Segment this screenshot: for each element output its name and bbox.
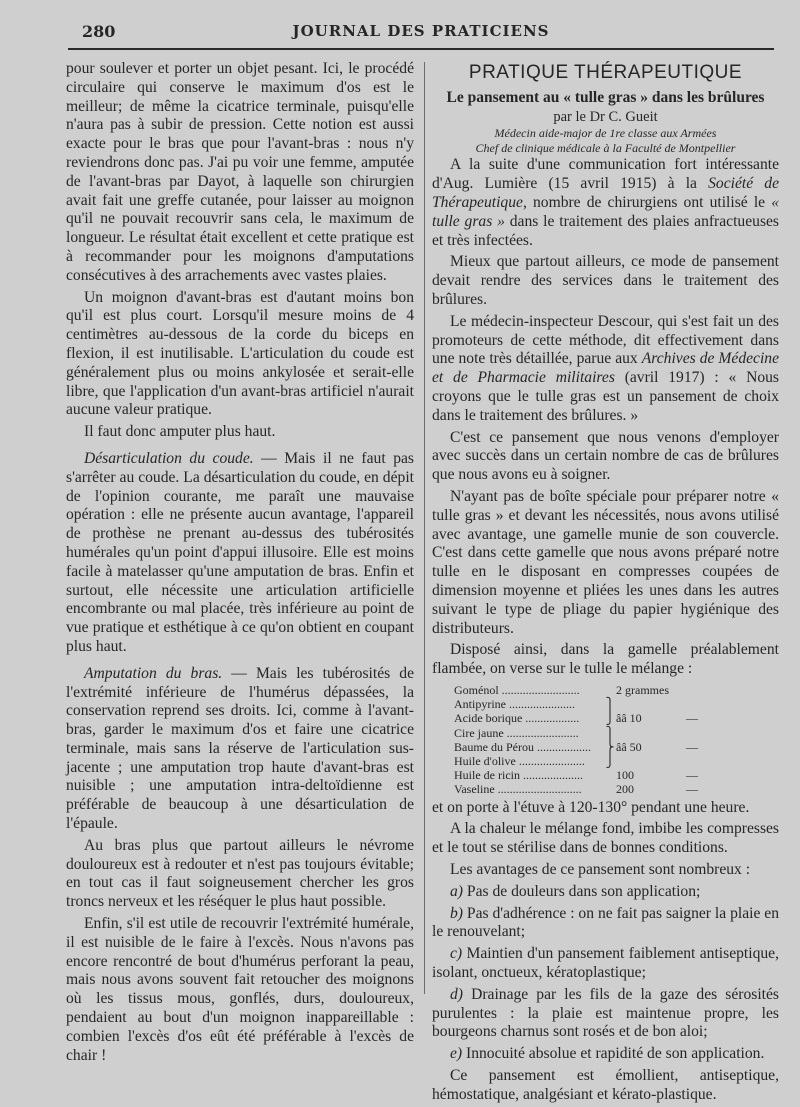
item-letter: c): [450, 945, 463, 963]
text-run: A la suite d'une communication fort intéressante d'Aug. Lumière (15 avril 1915) à la: [432, 156, 779, 193]
item-letter: d): [450, 985, 463, 1003]
ingredient-quantity: 200: [616, 782, 634, 797]
advantage-item: [432, 883, 779, 902]
paragraph: [432, 156, 779, 250]
brace: ⎭: [605, 753, 615, 768]
right-column: [432, 60, 779, 1107]
brace: ⎬: [605, 739, 615, 754]
recipe-row: [432, 782, 779, 796]
ingredient-name: Goménol ..........................: [454, 682, 580, 697]
brace: [604, 683, 616, 697]
unit-dash: —: [686, 768, 698, 783]
ingredient-quantity: [616, 697, 686, 711]
item-text: Drainage par les fils de la gaze des sérosités purulentes : la plaie est maintenue propre, les bourgeons charnus sont rosés et de bon aloi;: [432, 985, 779, 1041]
text-run: dans le traitement des plaies anfractueuses et très infectées.: [432, 212, 779, 249]
ingredient-name: Huile de ricin ....................: [454, 768, 583, 783]
item-letter: a): [450, 882, 463, 900]
ingredient-name: Huile d'olive ......................: [454, 753, 585, 768]
unit-dash: —: [686, 782, 698, 797]
advantage-item: [432, 1045, 779, 1064]
brace: ⎫: [605, 697, 615, 712]
article-author: par le Dr C. Gueit: [553, 108, 658, 125]
column-divider: [424, 62, 425, 994]
ingredient-name: Baume du Pérou ..................: [454, 739, 591, 754]
paragraph: Enfin, s'il est utile de recouvrir l'extrémité humérale, il est nuisible de le faire à l'excès. Nous n'avons pas encore rencontré de bout d'humérus perforant la peau, mais nous avons souvent fait retoucher des moignons où les tissus mous, gonflés, durs, douloureux, pendaient au bout d'un moignon inappareillable : combien l'excès d'os eût été préférable à l'excès de chair !: [66, 915, 414, 1064]
recipe-row: [432, 740, 779, 754]
author-role: Médecin aide-major de 1re classe aux Armées: [494, 126, 717, 141]
recipe-table: [432, 683, 779, 797]
ingredient-quantity: ââ 10: [616, 711, 642, 726]
page-number: 280: [82, 22, 116, 41]
ingredient-name: Cire jaune ........................: [454, 725, 579, 740]
recipe-row: [432, 683, 779, 697]
subsection-paragraph: [66, 665, 414, 834]
ingredient-quantity: ââ 50: [616, 739, 642, 754]
unit-dash: —: [686, 711, 698, 726]
text-run: (avril 1917) : « Nous croyons que le tulle gras est un pansement de choix dans le traitement des brûlures. »: [432, 369, 779, 424]
item-letter: b): [450, 904, 463, 922]
section-title: PRATIQUE THÉRAPEUTIQUE: [468, 62, 743, 83]
paragraph: N'ayant pas de boîte spéciale pour préparer notre « tulle gras » et devant les nécessités, nous avons utilisé avec avantage, une gamelle munie de son couvercle. C'est dans cette gamelle que nous avons préparé notre tulle en le disposant en compresses coupées de dimension moyenne et pliées les unes dans les autres suivant le type de pliage du papier hygiénique des distributeurs.: [432, 487, 779, 637]
subsection-title: Amputation du bras.: [84, 664, 223, 682]
item-text: Pas d'adhérence : on ne fait pas saigner la plaie en le renouvelant;: [432, 904, 779, 941]
ingredient-quantity: [616, 726, 686, 740]
unit-dash: [686, 697, 716, 711]
unit-dash: —: [686, 739, 698, 754]
recipe-row: [432, 768, 779, 782]
item-text: Maintien d'un pansement faiblement antiseptique, isolant, onctueux, kératoplastique;: [432, 945, 779, 981]
paragraph: Il faut donc amputer plus haut.: [84, 423, 276, 441]
item-letter: e): [450, 1045, 463, 1063]
article-title: Le pansement au « tulle gras » dans les brûlures: [446, 88, 765, 106]
recipe-row: [432, 697, 779, 711]
brace: [604, 768, 616, 782]
subsection-text: — Mais il ne faut pas s'arrêter au coude. La désarticulation du coude, en dépit de l'opinion courante, me paraît une mauvaise opération : elle ne présente aucun avantage, l'appareil de prothèse ne prenant au-dessus des tubérosités humérales qu'un point d'appui illusoire. Elle est moins facile à matelasser qu'une amputation de bras. Enfin et surtout, elle nécessite une articulation artificielle encombrante ou mal placée, très inférieure au point de vue pratique et esthétique à ce qu'on obtient en coupant plus haut.: [66, 449, 414, 655]
paragraph: C'est ce pansement que nous venons d'employer avec succès dans un certain nombre de cas de brûlures que nous avons eu à soigner.: [432, 428, 779, 484]
advantage-item: [432, 905, 779, 943]
paragraph: Ce pansement est émollient, antiseptique, hémostatique, analgésiant et kérato-plastique.: [432, 1066, 779, 1103]
subsection-text: — Mais les tubérosités de l'extrémité inférieure de l'humérus dépassées, la conservation reprend ses droits. Ici, comme à l'avant-bras, garder le maximum d'os et faire une cicatrice terminale, mais sans la réserve de l'articulation sus-jacente ; une amputation trop haute d'avant-bras est nuisible ; une amputation intra-deltoïdienne est préférable de beaucoup à une désarticulation de l'épaule.: [66, 664, 414, 833]
brace: [604, 782, 616, 796]
paragraph: [432, 313, 779, 426]
subsection-title: Désarticulation du coude.: [84, 449, 254, 467]
ingredient-quantity: 100: [616, 768, 634, 783]
unit-dash: [686, 754, 716, 768]
paragraph: et on porte à l'étuve à 120-130° pendant une heure.: [432, 798, 750, 816]
advantage-item: [432, 945, 779, 983]
paragraph: Disposé ainsi, dans la gamelle préalablement flambée, on verse sur le tulle le mélange :: [432, 641, 779, 678]
unit-dash: [686, 726, 716, 740]
recipe-row: [432, 726, 779, 740]
paragraph: A la chaleur le mélange fond, imbibe les compresses et le tout se stérilise dans de bonnes conditions.: [432, 820, 779, 857]
advantage-item: [432, 986, 779, 1042]
item-text: Pas de douleurs dans son application;: [463, 882, 701, 900]
text-run: , nombre de chirurgiens ont utilisé le: [522, 193, 772, 211]
paragraph: Au bras plus que partout ailleurs le névrome douloureux est à redouter et n'est pas toujours évitable; en tout cas il faut soigneusement chercher les gros troncs nerveux et les réséquer le plus haut possible.: [66, 836, 414, 911]
ingredient-name: Acide borique ..................: [454, 711, 580, 726]
paragraph: Les avantages de ce pansement sont nombreux :: [450, 860, 751, 878]
paragraph: Mieux que partout ailleurs, ce mode de pansement devait rendre des services dans le traitement des brûlures.: [432, 253, 779, 308]
brace: ⎭: [605, 711, 615, 726]
brace: ⎫: [605, 725, 615, 740]
journal-title: JOURNAL DES PRATICIENS: [292, 22, 550, 40]
ingredient-name: Vaseline ............................: [454, 782, 582, 797]
item-text: Innocuité absolue et rapidité de son application.: [462, 1045, 765, 1063]
ingredient-quantity: [616, 754, 686, 768]
recipe-row: [432, 754, 779, 768]
ingredient-name: Antipyrine ......................: [454, 697, 575, 712]
page-header: [68, 18, 774, 50]
recipe-row: [432, 711, 779, 725]
paragraph: pour soulever et porter un objet pesant. Ici, le procédé circulaire qui conserve le maximum d'os est le meilleur; de même la cicatrice terminale, puisqu'elle n'aura pas à subir de pression. Cette notion est aussi exacte pour le bras que pour l'avant-bras : nous n'y reviendrons donc pas. J'ai pu voir une femme, amputée de l'avant-bras par Dayot, à laquelle son chirurgien avait fait une greffe cutanée, pour laisser au moignon qu'il ne pouvait recouvrir sans cela, le maximum de longueur. Le résultat était excellent et cette pratique est à recommander pour les moignons d'amputations consécutives à des arrachements avec vastes plaies.: [66, 60, 414, 284]
unit-dash: [686, 683, 716, 697]
author-role: Chef de clinique médicale à la Faculté de Montpellier: [475, 141, 736, 156]
ingredient-quantity: 2 grammes: [616, 682, 669, 697]
subsection-paragraph: [66, 450, 414, 657]
left-column: [66, 60, 414, 1068]
journal-reference: Archives de Médecine et de Pharmacie militaires: [432, 350, 780, 387]
term: « tulle gras »: [432, 193, 779, 230]
paragraph: Un moignon d'avant-bras est d'autant moins bon qu'il est plus court. Lorsqu'il mesure moins de 4 centimètres au-dessous de la corde du biceps en flexion, il est inutilisable. L'articulation du coude est généralement plus ou moins ankylosée et serait-elle libre, que l'application d'un avant-bras artificiel n'aurait aucune valeur pratique.: [66, 288, 414, 419]
text-run: Le médecin-inspecteur Descour, qui s'est fait un des promoteurs de cette méthode, dit effectivement dans une note très détaillée, parue aux: [432, 312, 779, 368]
journal-reference: Société de Thérapeutique: [432, 175, 779, 211]
